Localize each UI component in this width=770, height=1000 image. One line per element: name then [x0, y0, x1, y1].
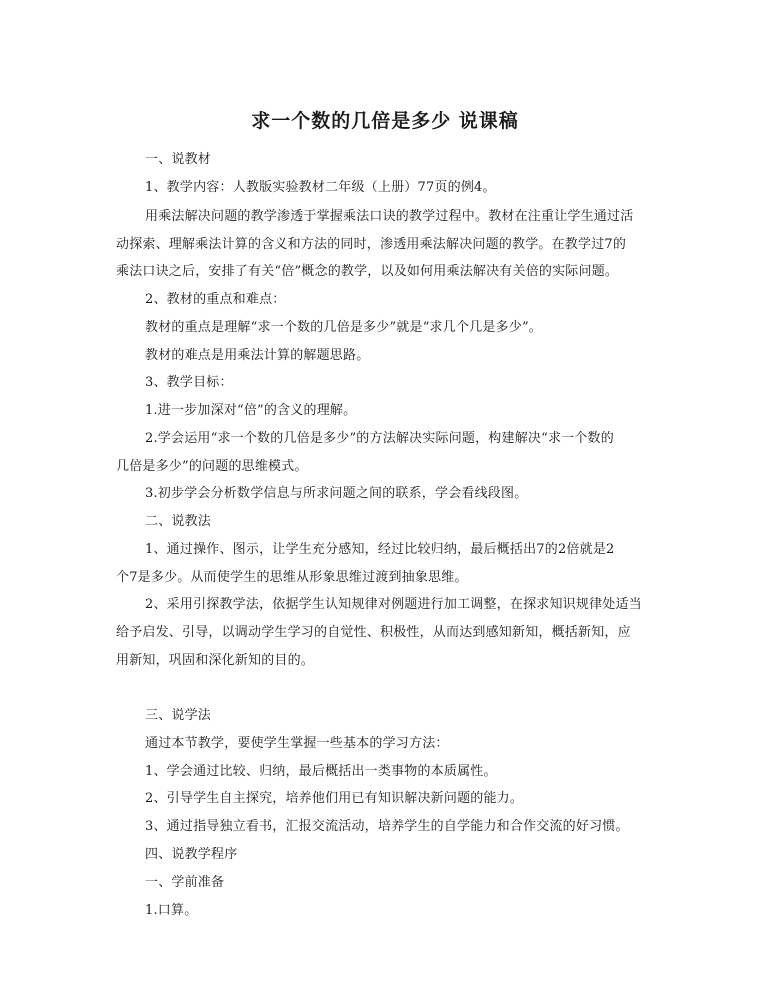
paragraph-line: 1、通过操作、图示，让学生充分感知，经过比较归纳，最后概括出7的2倍就是2: [145, 542, 615, 557]
paragraph-line: 1、教学内容：人教版实验教材二年级（上册）77页的例4。: [145, 180, 496, 195]
paragraph-line: 1、学会通过比较、归纳，最后概括出一类事物的本质属性。: [145, 764, 497, 779]
paragraph-line: 几倍是多少”的问题的思维模式。: [116, 459, 308, 474]
paragraph-line: 乘法口诀之后，安排了有关“倍”概念的教学，以及如何用乘法解决有关倍的实际问题。: [116, 264, 619, 279]
paragraph-line: 2、采用引探教学法，依据学生认知规律对例题进行加工调整，在探求知识规律处适当: [145, 597, 642, 612]
paragraph-line: 用新知，巩固和深化新知的目的。: [116, 653, 315, 668]
subheading-preparation: 一、学前准备: [145, 875, 225, 890]
subheading-key-points: 2、教材的重点和难点：: [145, 292, 286, 307]
paragraph-line: 教材的重点是理解“求一个数的几倍是多少”就是“求几个几是多少”。: [145, 320, 542, 335]
subheading-objectives: 3、教学目标：: [145, 375, 233, 390]
paragraph-line: 个7是多少。从而使学生的思维从形象思维过渡到抽象思维。: [116, 570, 468, 585]
section-heading-procedure: 四、说教学程序: [145, 847, 238, 862]
paragraph-line: 通过本节教学，要使学生掌握一些基本的学习方法：: [145, 736, 449, 751]
paragraph-line: 2.学会运用“求一个数的几倍是多少”的方法解决实际问题，构建解决“求一个数的: [145, 431, 614, 446]
document-title: 求一个数的几倍是多少 说课稿: [251, 110, 519, 132]
paragraph-line: 3.初步学会分析数学信息与所求问题之间的联系，学会看线段图。: [145, 486, 528, 501]
section-heading-textbook: 一、说教材: [145, 152, 212, 167]
paragraph-line: 1.进一步加深对“倍”的含义的理解。: [145, 403, 357, 418]
paragraph-line: 教材的难点是用乘法计算的解题思路。: [145, 348, 370, 363]
paragraph-line: 2、引导学生自主探究，培养他们用已有知识解决新问题的能力。: [145, 791, 524, 806]
paragraph-line: 动探索、理解乘法计算的含义和方法的同时，渗透用乘法解决问题的教学。在教学过7的: [116, 237, 627, 252]
paragraph-line: 用乘法解决问题的教学渗透于掌握乘法口诀的教学过程中。教材在注重让学生通过活: [145, 209, 634, 224]
section-heading-methods: 二、说教法: [145, 514, 212, 529]
section-heading-learning: 三、说学法: [145, 708, 212, 723]
paragraph-line: 3、通过指导独立看书，汇报交流活动，培养学生的自学能力和合作交流的好习惯。: [145, 819, 629, 834]
paragraph-line: 给予启发、引导，以调动学生学习的自觉性、积极性，从而达到感知新知，概括新知，应: [116, 625, 631, 640]
paragraph-line: 1.口算。: [145, 903, 198, 918]
